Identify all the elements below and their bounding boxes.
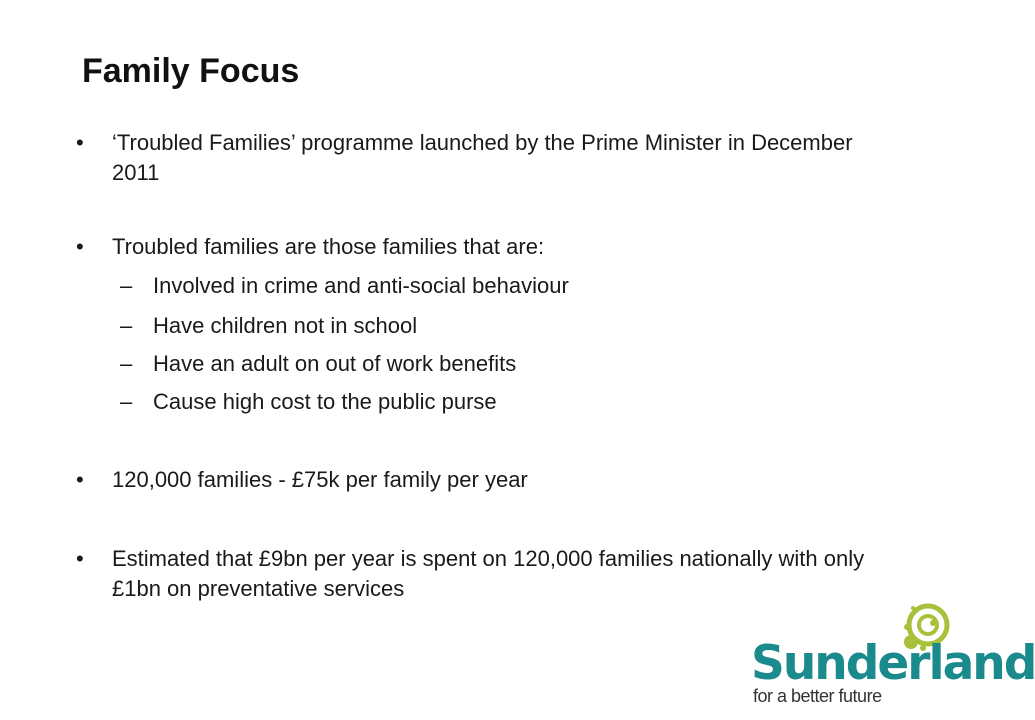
sub-item-text: Cause high cost to the public purse xyxy=(153,389,497,414)
sub-item xyxy=(120,349,820,379)
sub-item-text: Have an adult on out of work benefits xyxy=(153,351,517,376)
bullet-marker: • xyxy=(76,467,84,492)
logo-tagline: for a better future xyxy=(753,686,882,706)
bullet-marker: • xyxy=(76,130,84,155)
logo-wordmark: Sunderland xyxy=(751,636,1035,691)
bullet-marker: • xyxy=(76,234,84,259)
dash-marker: – xyxy=(120,313,133,338)
dash-marker: – xyxy=(120,389,133,414)
bullet-text: Troubled families are those families that are: xyxy=(112,234,545,259)
bullet-text: ‘Troubled Families’ programme launched by the Prime Minister in December 2011 xyxy=(112,130,853,185)
sub-item xyxy=(120,311,820,341)
sub-item xyxy=(120,387,820,417)
sub-item-text: Have children not in school xyxy=(153,313,418,338)
bullet-item xyxy=(76,465,876,495)
sub-item xyxy=(120,271,820,301)
dash-marker: – xyxy=(120,273,133,298)
slide-title: Family Focus xyxy=(82,52,300,90)
bullet-text: Estimated that £9bn per year is spent on 120,000 families nationally with only £1bn on preventative services xyxy=(112,546,865,601)
bullet-marker: • xyxy=(76,546,84,571)
bullet-item xyxy=(76,128,876,188)
bullet-item xyxy=(76,232,876,262)
bullet-text: 120,000 families - £75k per family per year xyxy=(112,467,528,492)
sub-item-text: Involved in crime and anti-social behaviour xyxy=(153,273,569,298)
sunderland-logo xyxy=(745,600,1035,710)
dash-marker: – xyxy=(120,351,133,376)
bullet-item xyxy=(76,544,876,604)
